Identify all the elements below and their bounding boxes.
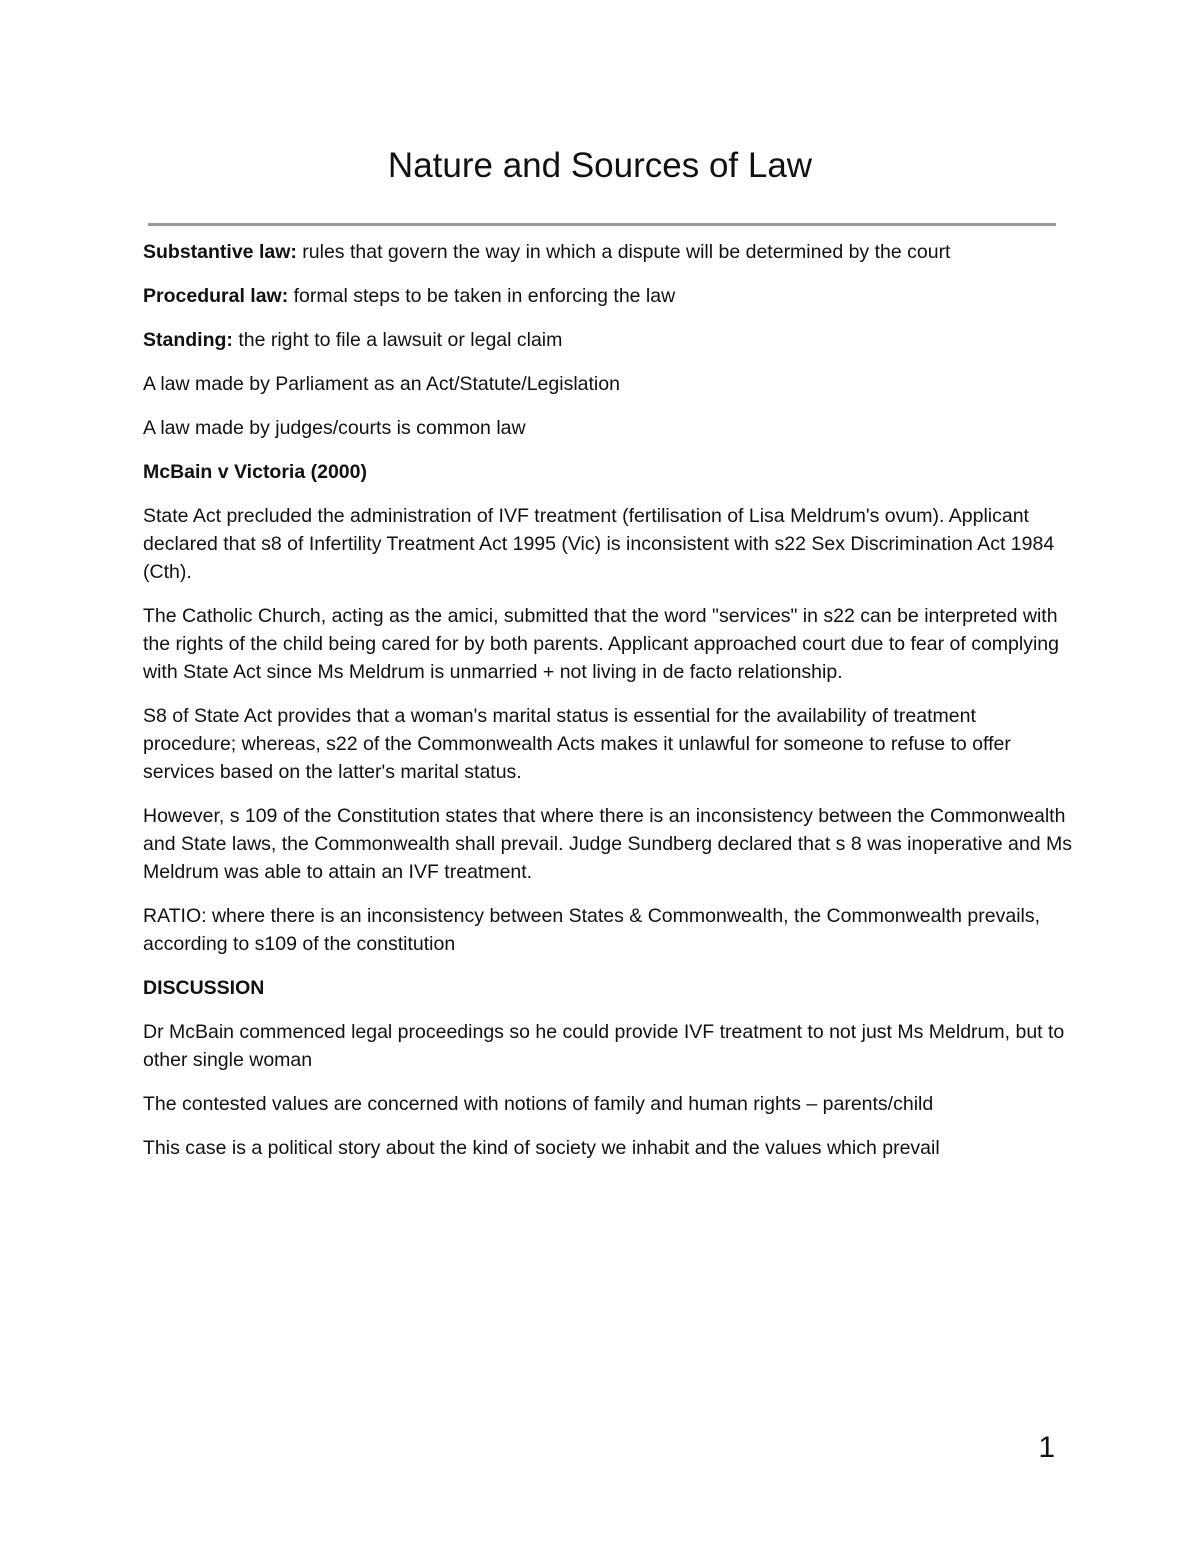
definition-standing (143, 326, 1073, 354)
statement-parliament: A law made by Parliament as an Act/Statute/Legislation (143, 373, 620, 395)
discussion-heading (143, 974, 1073, 1002)
case-paragraph-ratio: RATIO: where there is an inconsistency between States & Commonwealth, the Commonwealth prevails, according to s109 of the constitution (143, 905, 1041, 955)
case-heading-text: McBain v Victoria (2000) (143, 461, 367, 483)
definition-text: formal steps to be taken in enforcing the law (288, 285, 676, 307)
title-divider (148, 223, 1056, 226)
discussion-paragraph-values: The contested values are concerned with notions of family and human rights – parents/child (143, 1093, 934, 1115)
definition-procedural-law (143, 282, 1073, 310)
definition-term: Procedural law: (143, 285, 289, 307)
discussion-paragraph-political: This case is a political story about the kind of society we inhabit and the values which prevail (143, 1137, 940, 1159)
page-number: 1 (1038, 1431, 1055, 1464)
discussion-paragraph-proceedings: Dr McBain commenced legal proceedings so he could provide IVF treatment to not just Ms Meldrum, but to other single woman (143, 1021, 1065, 1071)
document-body (143, 238, 1073, 1178)
definition-text: the right to file a lawsuit or legal claim (232, 329, 563, 351)
definition-substantive-law (143, 238, 1073, 266)
case-heading (143, 458, 1073, 486)
case-paragraph-amici: The Catholic Church, acting as the amici, submitted that the word "services" in s22 can be interpreted with the rights of the child being cared for by both parents. Applicant approached court due to fear of complying with State Act since Ms Meldrum is unmarried + not living in de facto relationship. (143, 605, 1059, 683)
case-paragraph-s109: However, s 109 of the Constitution states that where there is an inconsistency between the Commonwealth and State laws, the Commonwealth shall prevail. Judge Sundberg declared that s 8 was inoperative and Ms Meldrum was able to attain an IVF treatment. (143, 805, 1072, 883)
definition-text: rules that govern the way in which a dispute will be determined by the court (296, 241, 951, 263)
statement-common-law: A law made by judges/courts is common law (143, 417, 526, 439)
definition-term: Standing: (143, 329, 233, 351)
discussion-heading-text: DISCUSSION (143, 977, 265, 999)
definition-term: Substantive law: (143, 241, 297, 263)
case-paragraph-facts: State Act precluded the administration of IVF treatment (fertilisation of Lisa Meldrum's ovum). Applicant declared that s8 of Infertility Treatment Act 1995 (Vic) is inconsistent with s22 Sex Discrimination Act 1984 (Cth). (143, 505, 1055, 583)
document-title: Nature and Sources of Law (387, 146, 813, 185)
case-paragraph-s8: S8 of State Act provides that a woman's marital status is essential for the availability of treatment procedure; whereas, s22 of the Commonwealth Acts makes it unlawful for someone to refuse to offer services based on the latter's marital status. (143, 705, 1011, 783)
